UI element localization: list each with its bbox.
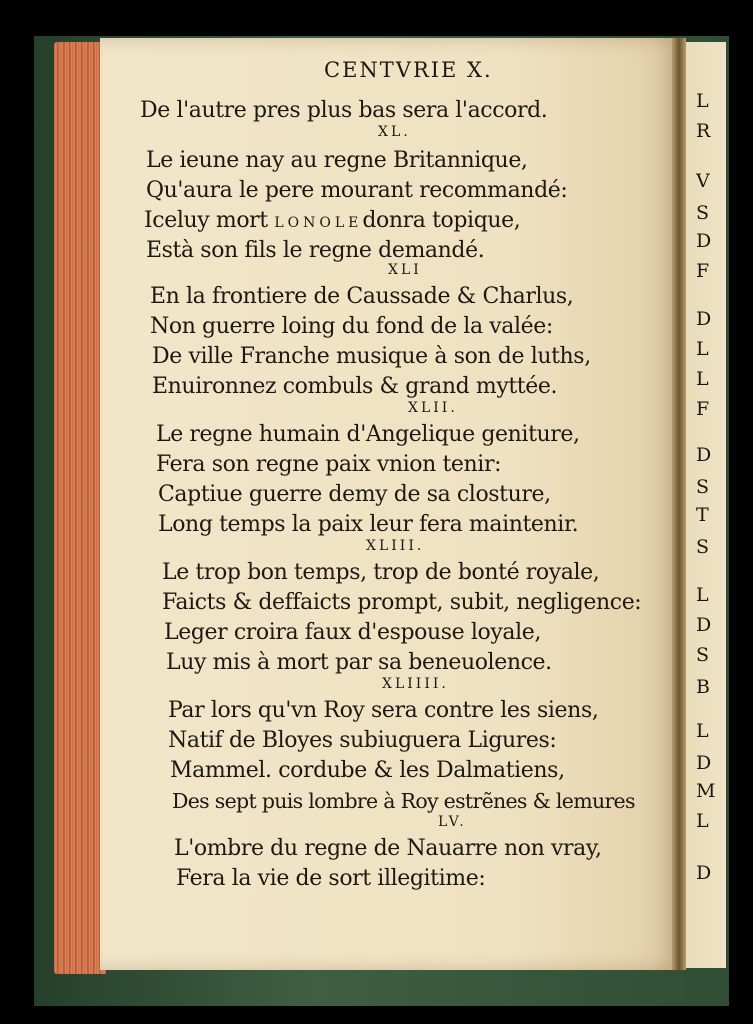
verse-line: De l'autre pres plus bas sera l'accord. [140, 98, 548, 123]
facing-letter: S [696, 644, 710, 666]
quatrain-number: XL. [378, 124, 411, 140]
quatrain-number: XLIII. [366, 538, 425, 554]
facing-letter: D [696, 308, 712, 330]
verse-text: Iceluy mort [144, 208, 275, 233]
facing-letter: L [696, 368, 709, 390]
facing-letter: D [696, 752, 712, 774]
verse-line: De ville Franche musique à son de luths, [152, 344, 591, 369]
verse-line: Enuironnez combuls & grand myttée. [152, 374, 558, 399]
facing-letter: L [696, 810, 709, 832]
verse-text: donra topique, [362, 208, 521, 233]
facing-letter: L [696, 90, 709, 112]
facing-letter: T [696, 504, 709, 526]
quatrain-number: XLI [388, 262, 422, 278]
facing-letter: L [696, 584, 709, 606]
verse-line: Fera la vie de sort illegitime: [176, 866, 486, 891]
verse-line: Le trop bon temps, trop de bonté royale, [162, 560, 600, 585]
quatrain-number: XLII. [408, 400, 458, 416]
verse-line: Long temps la paix leur fera maintenir. [158, 512, 579, 537]
page-header: CENTVRIE X. [324, 58, 493, 82]
verse-line: Qu'aura le pere mourant recommandé: [146, 178, 568, 203]
verse-line: L'ombre du regne de Nauarre non vray, [174, 836, 602, 861]
verse-line: Le ieune nay au regne Britannique, [146, 148, 528, 173]
facing-letter: S [696, 476, 710, 498]
facing-letter: L [696, 338, 709, 360]
verse-line-iceluy [144, 208, 520, 236]
facing-letter: S [696, 536, 710, 558]
verse-line: Captiue guerre demy de sa closture, [158, 482, 551, 507]
facing-letter: M [696, 780, 716, 802]
verse-line: Està son fils le regne demandé. [146, 238, 485, 263]
quatrain-number: XLIIII. [382, 676, 449, 692]
verse-line: Natif de Bloyes subiuguera Ligures: [168, 728, 557, 753]
facing-letter: D [696, 614, 712, 636]
verse-line: Des sept puis lombre à Roy estrẽnes & lemures [172, 789, 635, 813]
facing-letter: L [696, 720, 709, 742]
facing-letter: F [696, 398, 710, 420]
facing-letter: F [696, 260, 710, 282]
verse-caps: LONOLE [274, 215, 363, 231]
verse-line: Luy mis à mort par sa beneuolence. [166, 650, 552, 675]
verse-line: Par lors qu'vn Roy sera contre les siens, [168, 698, 599, 723]
verse-line: Fera son regne paix vnion tenir: [156, 452, 502, 477]
verse-line: Faicts & deffaicts prompt, subit, negligence: [162, 590, 642, 615]
facing-letter: R [696, 120, 711, 142]
facing-letter: D [696, 862, 712, 884]
verse-line: Mammel. cordube & les Dalmatiens, [170, 758, 565, 783]
verse-line: En la frontiere de Caussade & Charlus, [150, 284, 574, 309]
facing-letter: V [696, 170, 710, 192]
verse-line: Leger croira faux d'espouse loyale, [164, 620, 541, 645]
quatrain-number: LV. [438, 814, 467, 830]
facing-letter: S [696, 202, 710, 224]
verse-line: Le regne humain d'Angelique geniture, [156, 422, 580, 447]
facing-letter: D [696, 444, 712, 466]
facing-letter: D [696, 230, 712, 252]
facing-letter: B [696, 676, 710, 698]
verse-line: Non guerre loing du fond de la valée: [150, 314, 553, 339]
